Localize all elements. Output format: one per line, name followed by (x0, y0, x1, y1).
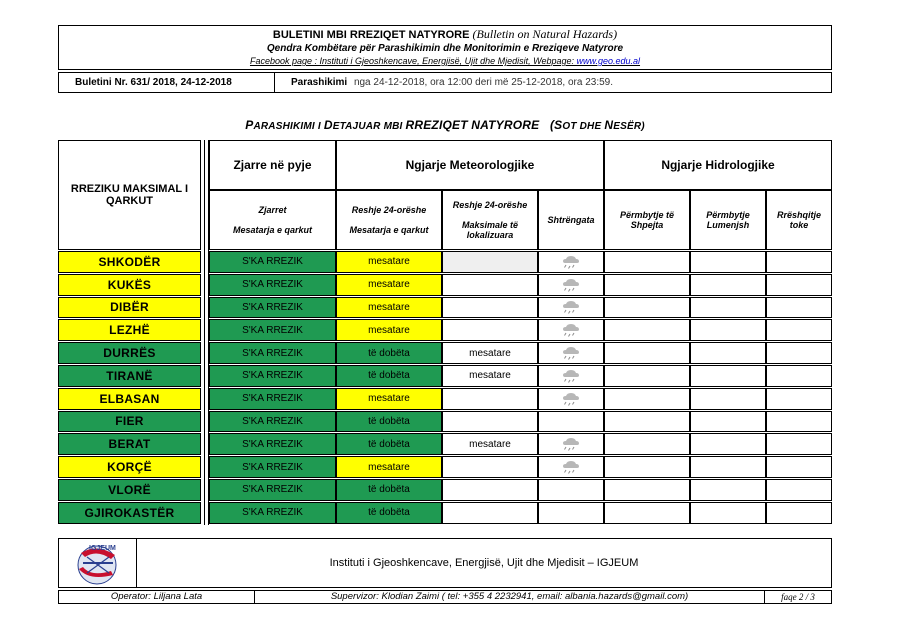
storm-cell (538, 411, 604, 433)
footer-institute-box (58, 538, 832, 588)
fire-level: S'KA RREZIK (242, 461, 303, 473)
landslide-cell (766, 502, 832, 524)
storm-cell (538, 342, 604, 364)
flash-flood-cell (604, 411, 690, 433)
flash-flood-cell (604, 319, 690, 341)
river-flood-cell (690, 479, 766, 501)
river-flood-cell (690, 502, 766, 524)
river-flood-cell (690, 365, 766, 387)
flash-flood-cell (604, 433, 690, 455)
title-s: (S (549, 118, 563, 132)
landslide-cell (766, 342, 832, 364)
flash-flood-cell (604, 479, 690, 501)
landslide-cell (766, 456, 832, 478)
rain-avg-level: të dobëta (368, 347, 410, 359)
region-name: DIBËR (110, 300, 149, 315)
forecast-period (291, 73, 613, 92)
rain-avg-cell (336, 411, 442, 433)
rain-max-cell (442, 411, 538, 433)
region-cell (58, 411, 201, 433)
rain-avg-level: të dobëta (368, 507, 410, 519)
region-cell (58, 319, 201, 341)
storm-cloud-icon (562, 300, 580, 314)
rain-avg-level: mesatare (368, 301, 410, 313)
region-name: GJIROKASTËR (84, 505, 175, 520)
storm-cloud-icon (562, 255, 580, 269)
rain-avg-level: mesatare (368, 324, 410, 336)
storm-cloud-icon (562, 323, 580, 337)
rain-max-cell (442, 433, 538, 455)
footer-credits (58, 590, 832, 604)
flash-flood-cell (604, 365, 690, 387)
rain-avg-cell (336, 456, 442, 478)
storm-cell (538, 365, 604, 387)
river-flood-cell (690, 342, 766, 364)
landslide-cell (766, 479, 832, 501)
rain-avg-cell (336, 365, 442, 387)
landslide-cell (766, 433, 832, 455)
region-cell (58, 251, 201, 273)
header-flash-flood (604, 190, 690, 250)
landslide-cell (766, 365, 832, 387)
region-name: KUKËS (107, 277, 152, 292)
header-flash-flood-label: Përmbytje të Shpejta (619, 210, 675, 230)
institute-name: Instituti i Gjeoshkencave, Energjisë, Ujit dhe Mjedisit – IGJEUM (329, 557, 639, 569)
header-title: BULETINI MBI RREZIQET NATYRORE (272, 29, 470, 41)
fire-level: S'KA RREZIK (242, 484, 303, 496)
fire-cell (209, 456, 336, 478)
rain-max-cell (442, 342, 538, 364)
header-meteo-group (336, 140, 604, 190)
title-etajuar: ETAJUAR MBI (332, 121, 406, 132)
rain-avg-level: mesatare (368, 279, 410, 291)
fire-cell (209, 319, 336, 341)
rain-avg-cell (336, 251, 442, 273)
webpage-link[interactable]: www.geo.edu.al (576, 56, 641, 66)
storm-cell (538, 502, 604, 524)
bulletin-header (58, 25, 832, 70)
header-rain-max (442, 190, 538, 250)
header-storm (538, 190, 604, 250)
title-p: P (245, 118, 254, 132)
flash-flood-cell (604, 251, 690, 273)
rain-max-level: mesatare (469, 438, 511, 450)
rain-max-cell (442, 502, 538, 524)
header-rain-avg-label: Reshje 24-orëshe Mesatarja e qarkut (349, 205, 429, 235)
forecast-span: nga 24-12-2018, ora 12:00 deri më 25-12-2018, ora 23:59. (353, 77, 614, 88)
storm-cloud-icon (562, 437, 580, 451)
rain-max-cell (442, 251, 538, 273)
storm-cloud-icon (562, 278, 580, 292)
rain-max-level: mesatare (469, 347, 511, 359)
title-eser: ESËR) (613, 121, 645, 132)
rain-max-level: mesatare (469, 370, 511, 382)
river-flood-cell (690, 319, 766, 341)
storm-cell (538, 479, 604, 501)
rain-max-cell (442, 319, 538, 341)
region-cell (58, 342, 201, 364)
header-title-english: (Bulletin on Natural Hazards) (472, 27, 618, 41)
title-n: N (604, 118, 614, 132)
storm-cell (538, 274, 604, 296)
header-river-flood-label: Përmbytje Lumenjsh (706, 210, 750, 230)
flash-flood-cell (604, 456, 690, 478)
region-name: KORÇË (107, 460, 152, 475)
igjeum-logo-icon (59, 539, 137, 587)
rain-avg-level: të dobëta (368, 415, 410, 427)
landslide-cell (766, 297, 832, 319)
header-rain-avg (336, 190, 442, 250)
header-meteo-group-label: Ngjarje Meteorologjike (405, 158, 535, 172)
rain-max-cell (442, 365, 538, 387)
fire-cell (209, 297, 336, 319)
rain-avg-cell (336, 274, 442, 296)
flash-flood-cell (604, 297, 690, 319)
flash-flood-cell (604, 502, 690, 524)
landslide-cell (766, 251, 832, 273)
landslide-cell (766, 319, 832, 341)
river-flood-cell (690, 388, 766, 410)
river-flood-cell (690, 433, 766, 455)
rain-max-cell (442, 388, 538, 410)
region-cell (58, 479, 201, 501)
rain-avg-cell (336, 342, 442, 364)
header-fire-sub (209, 190, 336, 250)
region-name: VLORË (108, 482, 151, 497)
river-flood-cell (690, 297, 766, 319)
supervisor-contact: Supervizor: Klodian Zaimi ( tel: +355 4 2232941, email: albania.hazards@gmail.com) (255, 591, 765, 603)
storm-cell (538, 297, 604, 319)
storm-cloud-icon (562, 346, 580, 360)
fire-level: S'KA RREZIK (242, 347, 303, 359)
landslide-cell (766, 388, 832, 410)
header-rain-max-label: Reshje 24-orëshe Maksimale të lokalizuara (452, 200, 528, 240)
region-cell (58, 297, 201, 319)
flash-flood-cell (604, 274, 690, 296)
title-arashikimi: ARASHIKIMI I (253, 121, 324, 132)
bulletin-info-row (58, 72, 832, 93)
fire-level: S'KA RREZIK (242, 301, 303, 313)
title-rreziqet: RREZIQET NATYRORE (405, 118, 540, 132)
landslide-cell (766, 274, 832, 296)
region-name: ELBASAN (99, 391, 160, 406)
page-number: faqe 2 / 3 (781, 592, 815, 602)
river-flood-cell (690, 251, 766, 273)
region-cell (58, 365, 201, 387)
rain-avg-level: mesatare (368, 256, 410, 268)
fire-cell (209, 479, 336, 501)
header-landslide-label: Rrëshqitje toke (776, 210, 821, 230)
region-cell (58, 388, 201, 410)
landslide-cell (766, 411, 832, 433)
river-flood-cell (690, 456, 766, 478)
storm-cell (538, 319, 604, 341)
header-storm-label: Shtrëngata (547, 215, 595, 225)
fire-cell (209, 274, 336, 296)
region-name: LEZHË (109, 323, 150, 338)
rain-avg-level: të dobëta (368, 484, 410, 496)
region-name: DURRËS (103, 346, 156, 361)
header-hydro-group (604, 140, 832, 190)
region-name: SHKODËR (98, 254, 161, 269)
rain-avg-cell (336, 388, 442, 410)
header-title-line (59, 28, 831, 42)
header-region-label: RREZIKU MAKSIMAL I QARKUT (70, 183, 189, 207)
title-d: D (323, 118, 333, 132)
region-cell (58, 502, 201, 524)
operator-name: Operator: Liljana Lata (59, 591, 255, 603)
fire-cell (209, 433, 336, 455)
fire-cell (209, 251, 336, 273)
fire-cell (209, 502, 336, 524)
fire-cell (209, 388, 336, 410)
bulletin-number: Buletini Nr. 631/ 2018, 24-12-2018 (59, 73, 275, 92)
storm-cloud-icon (562, 369, 580, 383)
rain-avg-cell (336, 502, 442, 524)
rain-avg-level: të dobëta (368, 438, 410, 450)
fire-cell (209, 411, 336, 433)
region-name: FIER (115, 414, 144, 429)
flash-flood-cell (604, 342, 690, 364)
river-flood-cell (690, 411, 766, 433)
fire-cell (209, 342, 336, 364)
header-links (59, 55, 831, 67)
header-landslide (766, 190, 832, 250)
fire-level: S'KA RREZIK (242, 438, 303, 450)
rain-max-cell (442, 297, 538, 319)
fire-level: S'KA RREZIK (242, 393, 303, 405)
rain-max-cell (442, 274, 538, 296)
fire-cell (209, 365, 336, 387)
fire-level: S'KA RREZIK (242, 415, 303, 427)
table-title (58, 118, 832, 132)
header-region (58, 140, 201, 250)
igjeum-logo (59, 539, 137, 587)
rain-avg-cell (336, 297, 442, 319)
forecast-label: Parashikimi (291, 77, 348, 88)
rain-avg-cell (336, 433, 442, 455)
header-fire-sub-label: Zjarret Mesatarja e qarkut (232, 205, 313, 235)
rain-avg-cell (336, 319, 442, 341)
header-river-flood (690, 190, 766, 250)
title-ot-dhe: OT DHE (562, 121, 605, 132)
fire-level: S'KA RREZIK (242, 324, 303, 336)
river-flood-cell (690, 274, 766, 296)
rain-avg-level: të dobëta (368, 370, 410, 382)
header-fire-group (209, 140, 336, 190)
rain-max-cell (442, 479, 538, 501)
rain-avg-cell (336, 479, 442, 501)
header-fire-group-label: Zjarre në pyje (233, 158, 312, 172)
rain-max-cell (442, 456, 538, 478)
header-hydro-group-label: Ngjarje Hidrologjike (661, 158, 775, 172)
storm-cell (538, 251, 604, 273)
region-cell (58, 456, 201, 478)
storm-cell (538, 433, 604, 455)
header-subtitle: Qendra Kombëtare për Parashikimin dhe Monitorimin e Rreziqeve Natyrore (266, 43, 624, 54)
flash-flood-cell (604, 388, 690, 410)
logo-text: IGJEUM (89, 545, 116, 552)
facebook-link[interactable]: Facebook page : Instituti i Gjeoshkencave, Energjisë, Ujit dhe Mjedisit, Webpage: (249, 56, 577, 66)
fire-level: S'KA RREZIK (242, 370, 303, 382)
storm-cell (538, 388, 604, 410)
storm-cloud-icon (562, 460, 580, 474)
fire-level: S'KA RREZIK (242, 256, 303, 268)
rain-avg-level: mesatare (368, 393, 410, 405)
rain-avg-level: mesatare (368, 461, 410, 473)
region-name: BERAT (108, 437, 151, 452)
region-cell (58, 274, 201, 296)
storm-cloud-icon (562, 392, 580, 406)
fire-level: S'KA RREZIK (242, 279, 303, 291)
storm-cell (538, 456, 604, 478)
region-cell (58, 433, 201, 455)
region-name: TIRANË (106, 368, 153, 383)
fire-level: S'KA RREZIK (242, 507, 303, 519)
